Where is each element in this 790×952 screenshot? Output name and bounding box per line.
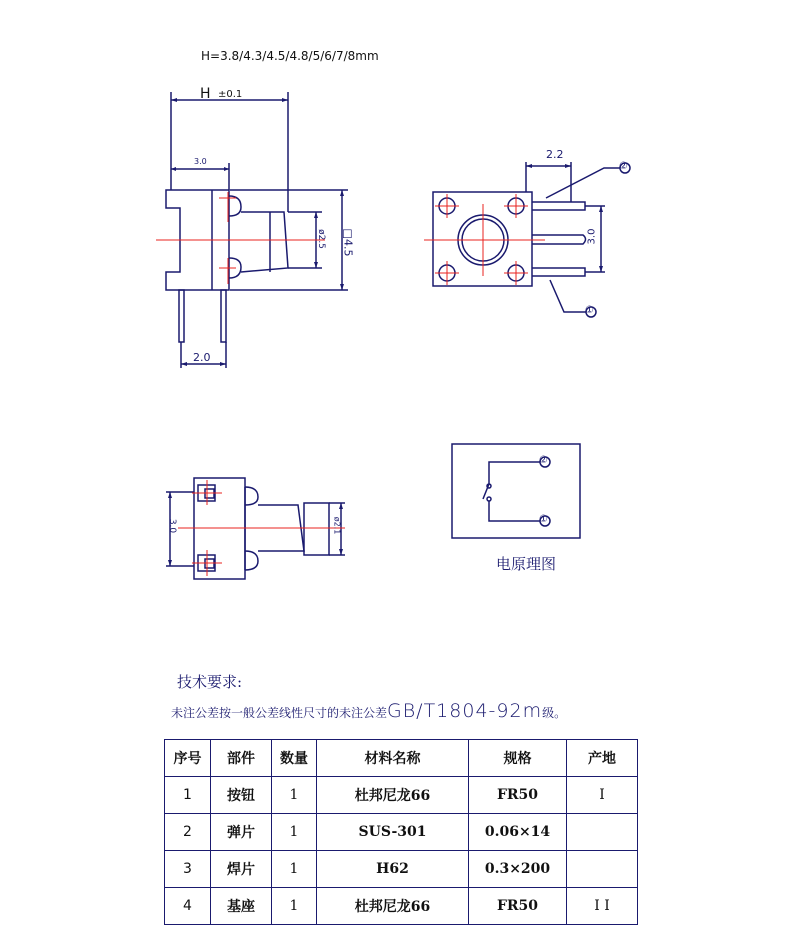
cell-part: 焊片 [211, 851, 272, 888]
table-row [165, 777, 638, 814]
pin-2-marker: ② [619, 161, 628, 172]
h-label: H [200, 86, 211, 102]
cell-origin: I I [567, 888, 638, 925]
header-qty: 数量 [272, 740, 317, 777]
cell-qty: 1 [272, 777, 317, 814]
cell-qty: 1 [272, 814, 317, 851]
tech-req-standard: GB/T1804-92m [387, 700, 543, 722]
header-origin: 产地 [567, 740, 638, 777]
cell-qty: 1 [272, 888, 317, 925]
tech-req-title: 技术要求: [177, 673, 243, 691]
table-header-row [165, 740, 638, 777]
table-row [165, 851, 638, 888]
cell-spec: 0.06×14 [469, 814, 567, 851]
cell-part: 基座 [211, 888, 272, 925]
dimension-note: H=3.8/4.3/4.5/4.8/5/6/7/8mm [201, 49, 379, 63]
table-row [165, 814, 638, 851]
cell-no: 1 [165, 777, 211, 814]
tech-req-suffix: 级。 [542, 706, 567, 720]
bom-table [164, 739, 638, 925]
pin-1-marker: ① [585, 305, 594, 316]
tech-req-line [171, 700, 566, 722]
cell-no: 3 [165, 851, 211, 888]
cell-spec: FR50 [469, 777, 567, 814]
dim-3-0-left: 3.0 [167, 518, 178, 534]
cell-no: 2 [165, 814, 211, 851]
dim-square-4-5: □4.5 [341, 228, 355, 257]
dim-2-2: 2.2 [546, 148, 564, 161]
header-spec: 规格 [469, 740, 567, 777]
cell-spec: 0.3×200 [469, 851, 567, 888]
cell-material: SUS-301 [317, 814, 469, 851]
cell-origin: I [567, 777, 638, 814]
cell-material: 杜邦尼龙66 [317, 888, 469, 925]
tech-req-prefix: 未注公差按一般公差线性尺寸的未注公差 [171, 706, 388, 720]
header-no: 序号 [165, 740, 211, 777]
dim-2-0: 2.0 [193, 351, 211, 364]
cell-origin [567, 814, 638, 851]
header-material: 材料名称 [317, 740, 469, 777]
cell-part: 按钮 [211, 777, 272, 814]
cell-material: 杜邦尼龙66 [317, 777, 469, 814]
cell-spec: FR50 [469, 888, 567, 925]
cell-part: 弹片 [211, 814, 272, 851]
circuit-schematic [452, 444, 580, 538]
dim-3-0-top: 3.0 [194, 157, 207, 166]
cell-origin [567, 851, 638, 888]
dimension-arrows [168, 98, 603, 566]
cell-no: 4 [165, 888, 211, 925]
table-row [165, 888, 638, 925]
dim-dia-2-5: ø2.5 [315, 229, 326, 249]
header-part: 部件 [211, 740, 272, 777]
schematic-pin-2: ② [539, 455, 548, 466]
h-tolerance: ±0.1 [218, 89, 243, 100]
schematic-pin-1: ① [539, 514, 548, 525]
cell-material: H62 [317, 851, 469, 888]
schematic-caption: 电原理图 [496, 555, 557, 573]
dim-3-0-right: 3.0 [586, 228, 598, 245]
cell-qty: 1 [272, 851, 317, 888]
dim-dia-2-1: ø2.1 [332, 516, 342, 535]
